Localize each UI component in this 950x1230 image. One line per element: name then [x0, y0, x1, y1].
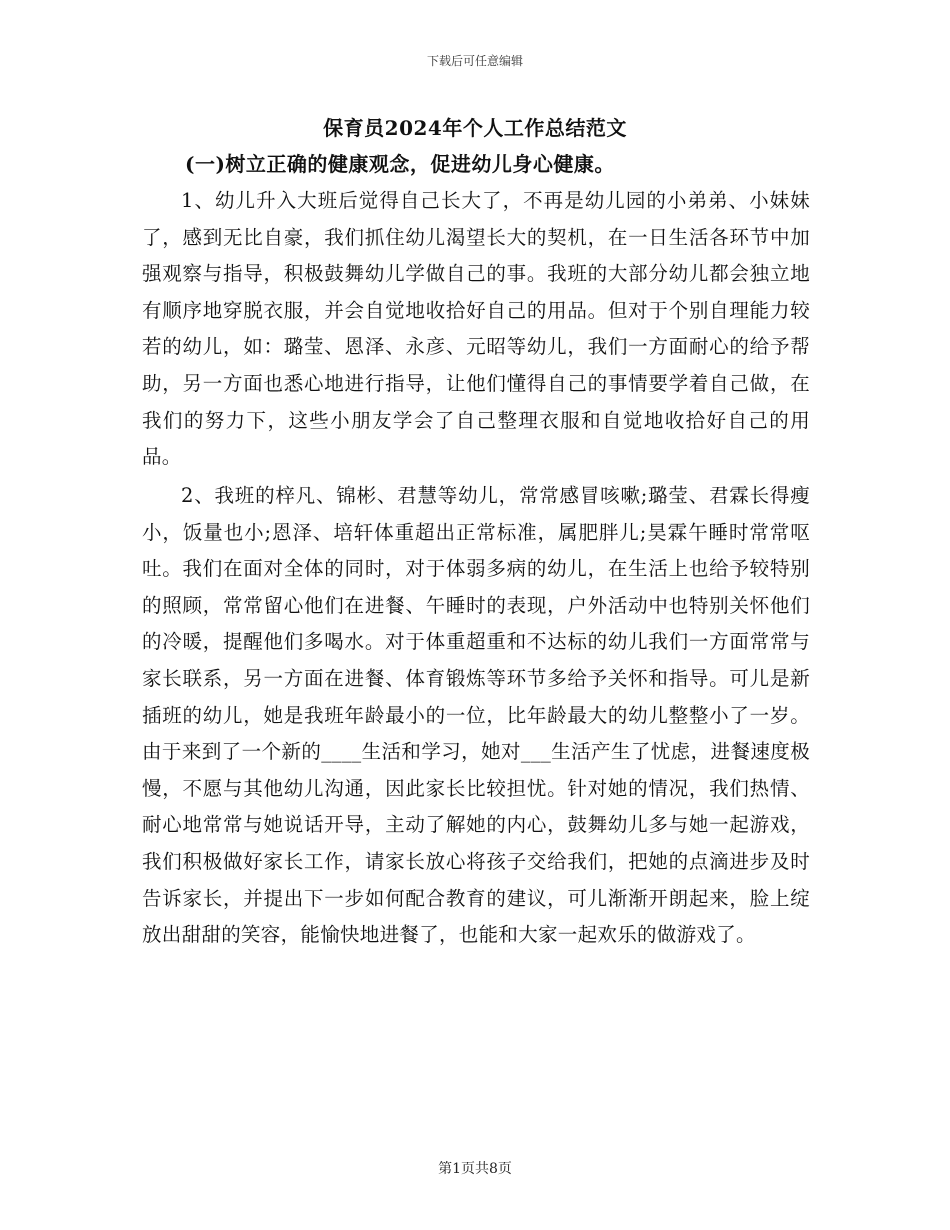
paragraph-2: 2、我班的梓凡、锦彬、君慧等幼儿，常常感冒咳嗽;璐莹、君霖长得瘦小，饭量也小;恩泽、培轩体重超出正常标准，属肥胖儿;昊霖午睡时常常呕吐。我们在面对全体的同时，对于体弱多病的幼儿，在生活上也给予较特别的照顾，常常留心他们在进餐、午睡时的表现，户外活动中也特别关怀他们的冷暖，提醒他们多喝水。对于体重超重和不达标的幼儿我们一方面常常与家长联系，另一方面在进餐、体育锻炼等环节多给予关怀和指导。可儿是新插班的幼儿，她是我班年龄最小的一位，比年龄最大的幼儿整整小了一岁。由于来到了一个新的____生活和学习，她对___生活产生了忧虑，进餐速度极慢，不愿与其他幼儿沟通，因此家长比较担忧。针对她的情况，我们热情、耐心地常常与她说话开导，主动了解她的内心，鼓舞幼儿多与她一起游戏，我们积极做好家长工作，请家长放心将孩子交给我们，把她的点滴进步及时告诉家长，并提出下一步如何配合教育的建议，可儿渐渐开朗起来，脸上绽放出甜甜的笑容，能愉快地进餐了，也能和大家一起欢乐的做游戏了。 — [142, 484, 810, 947]
document-title: 保育员2024年个人工作总结范文 — [323, 116, 627, 140]
header-note: 下载后可任意编辑 — [426, 54, 523, 68]
section-heading: (一)树立正确的健康观念，促进幼儿身心健康。 — [185, 152, 615, 176]
paragraph-1: 1、幼儿升入大班后觉得自己长大了，不再是幼儿园的小弟弟、小妹妹了，感到无比自豪，我们抓住幼儿渴望长大的契机，在一日生活各环节中加强观察与指导，积极鼓舞幼儿学做自己的事。我班的大部分幼儿都会独立地有顺序地穿脱衣服，并会自觉地收拾好自己的用品。但对于个别自理能力较若的幼儿，如：璐莹、恩泽、永彦、元昭等幼儿，我们一方面耐心的给予帮助，另一方面也悉心地进行指导，让他们懂得自己的事情要学着自己做，在我们的努力下，这些小朋友学会了自己整理衣服和自觉地收拾好自己的用品。 — [142, 189, 810, 469]
page-footer: 第1页共8页 — [438, 1161, 512, 1177]
